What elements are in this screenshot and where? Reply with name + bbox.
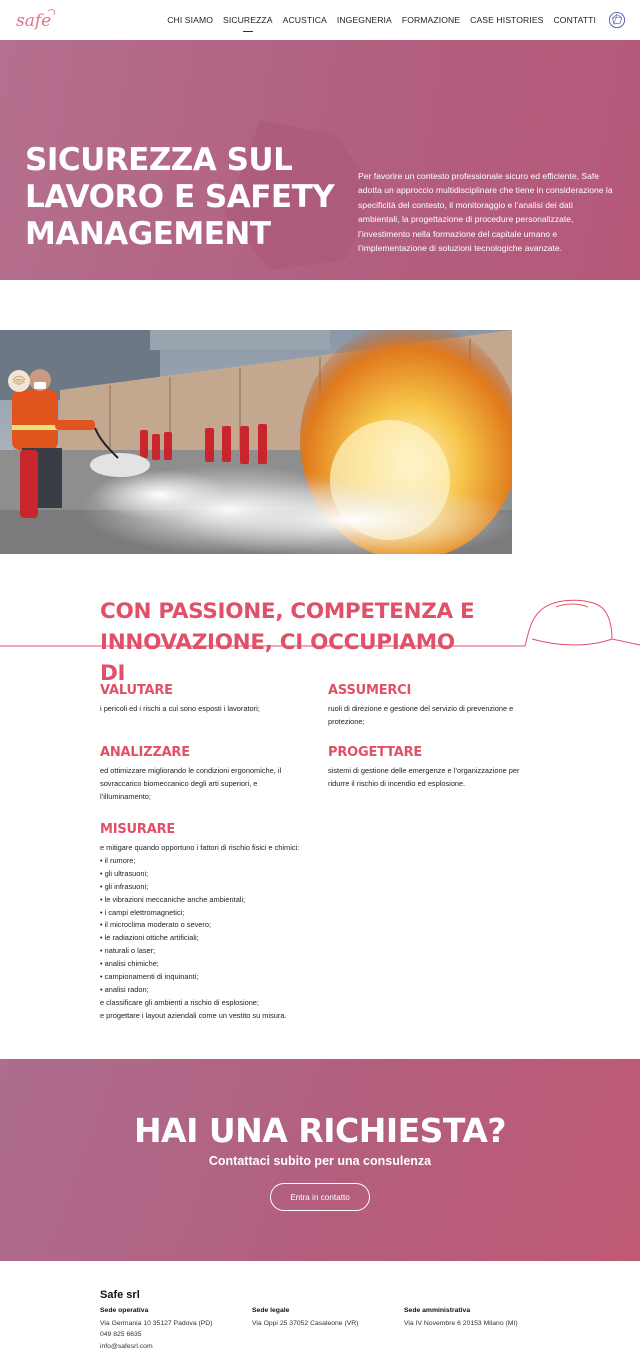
page-title: SICUREZZA SUL LAVORO E SAFETY MANAGEMENT bbox=[25, 142, 335, 252]
service-title: VALUTARE bbox=[100, 683, 173, 698]
service-progettare bbox=[328, 745, 538, 791]
list-item: • gli ultrasuoni; bbox=[100, 868, 149, 878]
service-text: e progettare i layout aziendali come un vestito su misura. bbox=[100, 1010, 287, 1020]
service-text: e mitigare quando opportuno i fattori di rischio fisici e chimici: bbox=[100, 843, 300, 852]
nav-acustica[interactable]: ACUSTICA bbox=[282, 15, 327, 25]
footer-email[interactable]: info@safesrl.com bbox=[100, 1342, 153, 1350]
nav-chi-siamo[interactable]: CHI SIAMO bbox=[167, 15, 213, 25]
footer-sede-operativa bbox=[100, 1305, 212, 1350]
hero-description: Per favorire un contesto professionale sicuro ed efficiente, Safe adotta un approccio multidisciplinare che tiene in considerazione la specificità del contesto, il monitoraggio e l’analisi dei dati ambientali, la progettazione di procedure personalizzate, l’investimento nella formazione del capitale umano e l’implementazione di soluzioni tecnologiche avanzate. bbox=[358, 171, 613, 254]
service-valutare bbox=[100, 683, 310, 716]
service-title: MISURARE bbox=[100, 822, 176, 837]
footer-heading: Sede legale bbox=[252, 1307, 290, 1314]
measure-list bbox=[100, 855, 340, 997]
footer-sede-legale bbox=[252, 1305, 358, 1329]
service-text: i pericoli ed i rischi a cui sono esposti i lavoratori; bbox=[100, 704, 260, 713]
service-analizzare bbox=[100, 745, 310, 804]
company-name: Safe srl bbox=[100, 1289, 140, 1301]
service-text: sistemi di gestione delle emergenze e l’organizzazione per ridurre il rischio di incendio ed esplosione. bbox=[328, 766, 520, 788]
list-item: • campionamenti di inquinanti; bbox=[100, 972, 199, 982]
footer-address: Via Oppi 25 37052 Casaleone (VR) bbox=[252, 1319, 359, 1327]
nav-sicurezza[interactable]: SICUREZZA bbox=[223, 15, 273, 25]
list-item: • analisi radon; bbox=[100, 984, 149, 994]
globe-icon[interactable] bbox=[608, 11, 626, 29]
cta-title: HAI UNA RICHIESTA? bbox=[133, 1111, 507, 1150]
nav-formazione[interactable]: FORMAZIONE bbox=[401, 15, 461, 25]
nav-contatti[interactable]: CONTATTI bbox=[553, 15, 596, 25]
footer-heading: Sede amministrativa bbox=[404, 1307, 471, 1314]
cta-subtitle: Contattaci subito per una consulenza bbox=[208, 1154, 432, 1168]
list-item: • i campi elettromagnetici; bbox=[100, 907, 185, 917]
service-title: ANALIZZARE bbox=[100, 745, 190, 760]
list-item: • le vibrazioni meccaniche anche ambientali; bbox=[100, 894, 246, 904]
service-misurare bbox=[100, 822, 340, 1023]
site-header bbox=[0, 0, 640, 40]
service-text: e classificare gli ambienti a rischio di esplosione; bbox=[100, 997, 259, 1007]
footer-sede-amministrativa bbox=[404, 1305, 518, 1329]
fire-extinguisher-photo bbox=[0, 330, 512, 554]
footer-heading: Sede operativa bbox=[100, 1307, 149, 1314]
footer-address: Via Germania 10 35127 Padova (PD) bbox=[100, 1319, 213, 1327]
list-item: • le radiazioni ottiche artificiali; bbox=[100, 933, 199, 943]
services-title: CON PASSIONE, COMPETENZA E INNOVAZIONE, CI OCCUPIAMO DI bbox=[100, 599, 475, 686]
footer-address: Via IV Novembre 6 20153 Milano (MI) bbox=[404, 1319, 518, 1327]
list-item: • il rumore; bbox=[100, 855, 136, 865]
service-title: PROGETTARE bbox=[328, 745, 423, 760]
site-footer bbox=[0, 1261, 640, 1350]
list-item: • il microclima moderato o severo; bbox=[100, 920, 212, 930]
list-item: • gli infrasuoni; bbox=[100, 881, 149, 891]
main-nav bbox=[167, 0, 596, 40]
service-title: ASSUMERCI bbox=[328, 683, 412, 698]
service-assumerci bbox=[328, 683, 538, 729]
contact-button[interactable]: Entra in contatto bbox=[270, 1183, 370, 1211]
service-text: ed ottimizzare migliorando le condizioni ergonomiche, il sovraccarico biomeccanico degli arti superiori, e l’illuminamento; bbox=[100, 766, 282, 801]
hero-section bbox=[0, 40, 640, 280]
svg-text:safe: safe bbox=[16, 11, 52, 31]
nav-case-histories[interactable]: CASE HISTORIES bbox=[470, 15, 544, 25]
safe-logo[interactable] bbox=[14, 6, 66, 34]
cta-section bbox=[0, 1059, 640, 1261]
list-item: • analisi chimiche; bbox=[100, 959, 159, 969]
fingerprint-icon[interactable] bbox=[8, 370, 30, 392]
list-item: • naturali o laser; bbox=[100, 946, 156, 956]
nav-ingegneria[interactable]: INGEGNERIA bbox=[336, 15, 392, 25]
footer-phone[interactable]: 049 825 6635 bbox=[100, 1331, 142, 1338]
service-text: ruoli di direzione e gestione del servizio di prevenzione e protezione; bbox=[328, 704, 514, 726]
